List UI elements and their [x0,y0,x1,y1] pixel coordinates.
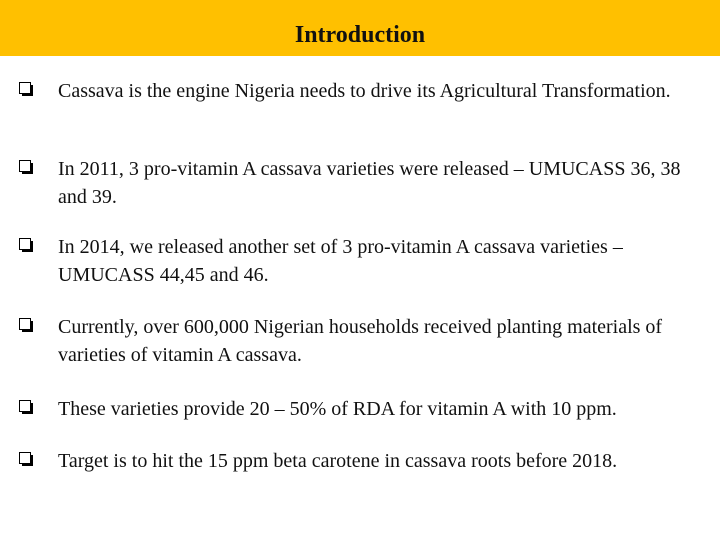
bullet-text: Currently, over 600,000 Nigerian households received planting materials of varieties of vitamin A cassava. [58,316,663,366]
bullet-text: Target is to hit the 15 ppm beta carotene in cassava roots before 2018. [58,450,618,472]
checkbox-icon [19,82,33,96]
bullet-text: Cassava is the engine Nigeria needs to drive its Agricultural Transformation. [58,80,671,102]
checkbox-icon [19,160,33,174]
bullet-text: In 2011, 3 pro-vitamin A cassava varieties were released – UMUCASS 36, 38 and 39. [58,158,681,208]
slide-title: Introduction [294,22,426,48]
checkbox-icon [19,452,33,466]
checkbox-icon [19,318,33,332]
bullet-text: In 2014, we released another set of 3 pro-vitamin A cassava varieties – UMUCASS 44,45 and 46. [58,236,623,286]
bullet-text: These varieties provide 20 – 50% of RDA for vitamin A with 10 ppm. [58,398,617,420]
checkbox-icon [19,400,33,414]
checkbox-icon [19,238,33,252]
